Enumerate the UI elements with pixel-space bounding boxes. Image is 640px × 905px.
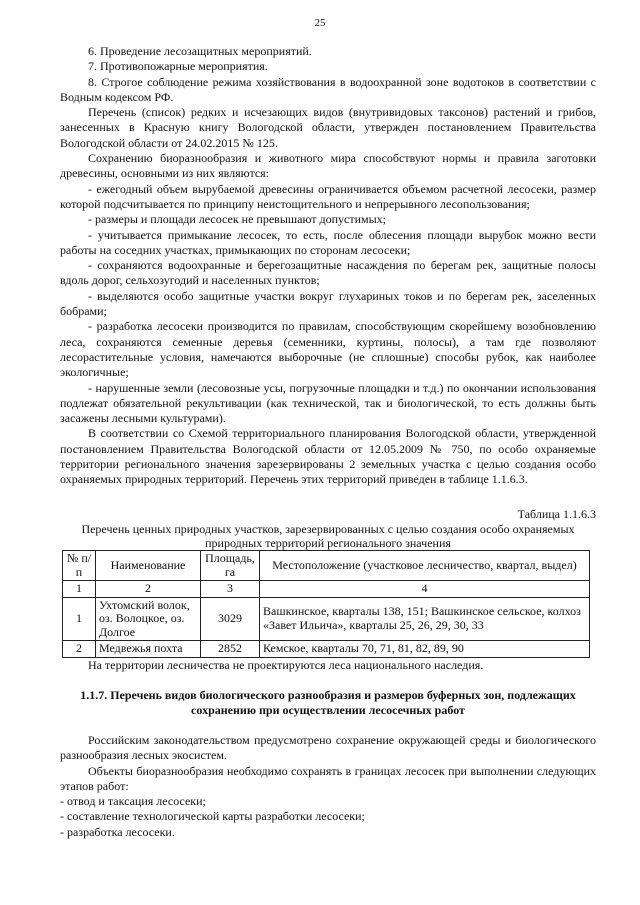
list-item: - отвод и таксация лесосеки;	[60, 794, 206, 809]
list-item: - ежегодный объем вырубаемой древесины ограничивается объемом расчетной лесосеки, размер которой подсчитывается по принципу неистощительного и непрерывного лесопользования;	[60, 181, 596, 211]
table-cell: Кемское, кварталы 70, 71, 81, 82, 89, 90	[260, 641, 590, 658]
table-cell: 2	[96, 581, 201, 598]
table-cell: 4	[260, 581, 590, 598]
list-item: - сохраняются водоохранные и берегозащитные насаждения по берегам рек, защитные полосы вдоль дорог, сельхозугодий и населенных пунктов;	[60, 258, 596, 288]
list-item: - выделяются особо защитные участки вокруг глухариных токов и по берегам рек, заселенных бобрами;	[60, 288, 596, 319]
table-cell: 2852	[201, 641, 260, 658]
paragraph: Российским законодательством предусмотрено сохранение окружающей среды и биологического разнообразия лесных экосистем.	[60, 733, 596, 763]
table-header-cell: Местоположение (участковое лесничество, квартал, выдел)	[260, 551, 590, 581]
table-header-cell: Наименование	[96, 551, 201, 581]
list-item: - составление технологической карты разработки лесосеки;	[60, 809, 365, 824]
list-item: - разработка лесосеки производится по правилам, способствующим скорейшему возобновлению леса, сохраняются семенные деревья (семенники, куртины, полосы), а там где позволяют лесорастительные условия, намечаются выборочные (не сплошные) способы рубок, как наиболее экологичные;	[60, 319, 596, 380]
paragraph: Объекты биоразнообразия необходимо сохранять в границах лесосек при выполнении следующих этапов работ:	[60, 763, 596, 793]
list-item: - нарушенные земли (лесовозные усы, погрузочные площадки и т.д.) по окончании использования подлежат обязательной рекультивации (как технической, так и биологической, то есть должны быть засажены лесными культурами).	[60, 380, 596, 426]
section-heading: 1.1.7. Перечень видов биологического разнообразия и размеров буферных зон, подлежащих сохранению при осуществлении лесосечных работ	[80, 688, 576, 717]
table-block	[60, 507, 596, 673]
table-title: Перечень ценных природных участков, зарезервированных с целью создания особо охраняемых природных территорий регионального значения	[81, 522, 575, 550]
table-cell: Медвежья похта	[96, 641, 201, 658]
paragraph: 8. Строгое соблюдение режима хозяйствования в водоохранной зоне водотоков в соответствии с Водным кодексом РФ.	[60, 74, 596, 104]
section-heading-block	[60, 688, 596, 718]
table-cell: 2	[63, 641, 96, 658]
table-row	[63, 641, 590, 658]
table-header-row	[63, 551, 590, 581]
page-number: 25	[314, 17, 326, 29]
paragraph: В соответствии со Схемой территориального планирования Вологодской области, утвержденной постановлением Правительства Вологодской области от 12.05.2009 № 750, по особо охраняемые территории регионального значения зарезервированы 2 земельных участка с целью создания особо охраняемых природных территорий. Перечень этих территорий приведен в таблице 1.1.6.3.	[60, 426, 596, 487]
table-cell: Вашкинское, кварталы 138, 151; Вашкинское сельское, колхоз «Завет Ильича», кварталы 25, 26, 29, 30, 33	[260, 597, 590, 641]
body-text-upper	[60, 44, 596, 488]
table-cell: Ухтомский волок, оз. Волоцкое, оз. Долгое	[96, 597, 201, 641]
table-cell: 3029	[201, 597, 260, 641]
list-item: - разработка лесосеки.	[60, 824, 175, 839]
paragraph: Перечень (список) редких и исчезающих видов (внутривидовых таксонов) растений и грибов, занесенных в Красную книгу Вологодской области, утвержден постановлением Правительства Вологодской области от 24.02.2015 № 125.	[60, 105, 596, 150]
paragraph: Сохранению биоразнообразия и животного мира способствуют нормы и правила заготовки древесины, основными из них являются:	[60, 151, 596, 181]
table-cell: 1	[63, 597, 96, 641]
table-numbering-row	[63, 581, 590, 598]
paragraph: 7. Противопожарные мероприятия.	[88, 59, 268, 74]
table-header-cell: № п/п	[63, 551, 96, 581]
list-item: - размеры и площади лесосек не превышают допустимых;	[88, 212, 387, 227]
table-caption: Таблица 1.1.6.3	[517, 507, 596, 521]
table-note: На территории лесничества не проектируются леса национального наследия.	[88, 657, 484, 672]
table-cell: 1	[63, 581, 96, 598]
paragraph: 6. Проведение лесозащитных мероприятий.	[88, 44, 312, 58]
body-text-lower	[60, 733, 596, 840]
table-header-cell: Площадь, га	[201, 551, 260, 581]
table-row	[63, 597, 590, 641]
data-table	[62, 550, 590, 658]
table-cell: 3	[201, 581, 260, 598]
list-item: - учитывается примыкание лесосек, то есть, после облесения площади вырубок можно вести работы на соседних участках, примыкающих по сторонам лесосеки;	[60, 227, 596, 257]
